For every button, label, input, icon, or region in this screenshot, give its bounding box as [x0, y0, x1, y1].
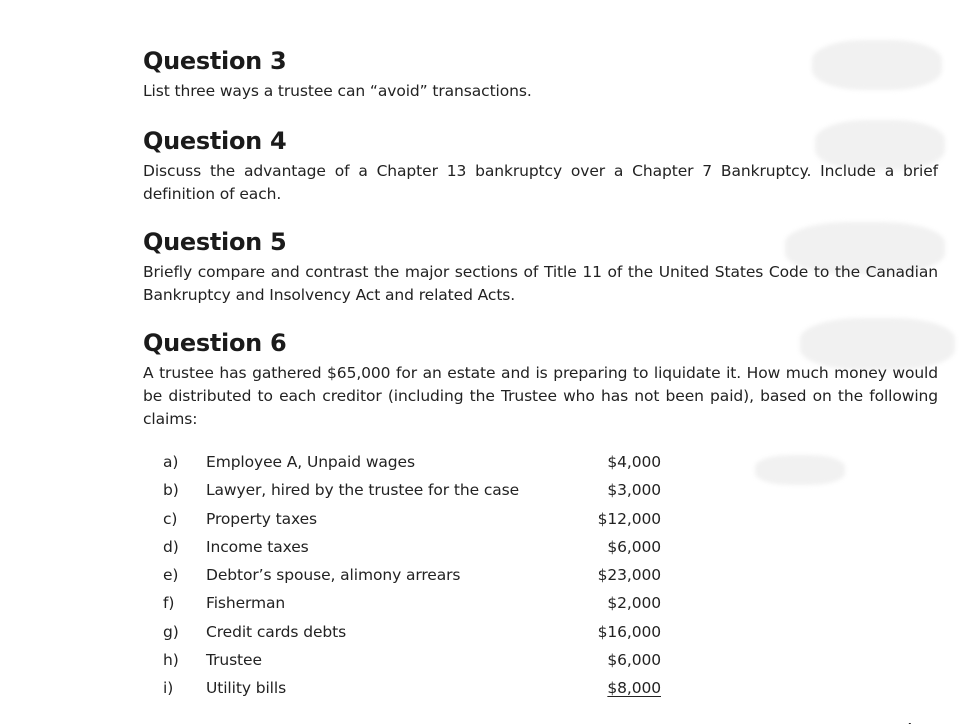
- claim-letter: e): [163, 566, 179, 585]
- claim-description: Lawyer, hired by the trustee for the case: [206, 481, 520, 500]
- question-title: Question 3: [143, 47, 287, 75]
- list-item: [163, 674, 663, 702]
- claim-description: Fisherman: [206, 594, 286, 613]
- claim-letter: b): [163, 481, 179, 500]
- question-3: [143, 44, 938, 103]
- claim-description: Property taxes: [206, 509, 317, 528]
- list-item: [163, 589, 663, 617]
- claim-description: Credit cards debts: [206, 622, 347, 641]
- claim-letter: c): [163, 509, 178, 528]
- claim-amount: $6,000: [607, 537, 661, 556]
- claim-letter: d): [163, 537, 179, 556]
- claim-letter: f): [163, 594, 175, 613]
- question-title: Question 4: [143, 127, 287, 155]
- claim-amount: $12,000: [597, 509, 661, 528]
- list-item: [163, 646, 663, 674]
- question-4: [143, 124, 938, 206]
- question-5: [143, 225, 938, 307]
- claim-letter: h): [163, 651, 179, 670]
- claim-description: Trustee: [206, 651, 262, 670]
- claim-description: Employee A, Unpaid wages: [206, 453, 415, 471]
- question-text: Briefly compare and contrast the major sections of Title 11 of the United States Code to the Canadian Bankruptcy and Insolvency Act and related Acts.: [143, 263, 938, 304]
- claim-letter: i): [163, 679, 174, 698]
- question-title: Question 6: [143, 329, 287, 357]
- clipped-text-fragment: [810, 716, 920, 724]
- claims-list: [163, 448, 663, 703]
- list-item: [163, 618, 663, 646]
- claim-amount: $23,000: [597, 566, 661, 585]
- question-text: Discuss the advantage of a Chapter 13 bankruptcy over a Chapter 7 Bankruptcy. Include a brief definition of each.: [143, 162, 938, 203]
- list-item: [163, 448, 663, 476]
- question-text: A trustee has gathered $65,000 for an estate and is preparing to liquidate it. How much money would be distributed to each creditor (including the Trustee who has not been paid), based on the following claims:: [143, 364, 938, 428]
- claim-amount: $3,000: [607, 481, 661, 500]
- question-title: Question 5: [143, 228, 287, 256]
- claim-letter: a): [163, 453, 179, 471]
- list-item: [163, 533, 663, 561]
- claim-description: Utility bills: [206, 679, 287, 698]
- list-item: [163, 505, 663, 533]
- claim-letter: g): [163, 622, 179, 641]
- claim-description: Income taxes: [206, 537, 309, 556]
- margin-smudge: [755, 455, 845, 485]
- claim-amount: $16,000: [597, 622, 661, 641]
- claim-amount: $4,000: [607, 453, 661, 471]
- list-item: [163, 476, 663, 504]
- claim-amount: $2,000: [607, 594, 661, 613]
- question-text: List three ways a trustee can “avoid” transactions.: [143, 82, 532, 100]
- claim-amount: $6,000: [607, 651, 661, 670]
- list-item: [163, 561, 663, 589]
- claim-description: Debtor’s spouse, alimony arrears: [206, 566, 461, 585]
- question-6: [143, 326, 938, 431]
- claim-amount-total-underline: $8,000: [607, 679, 661, 698]
